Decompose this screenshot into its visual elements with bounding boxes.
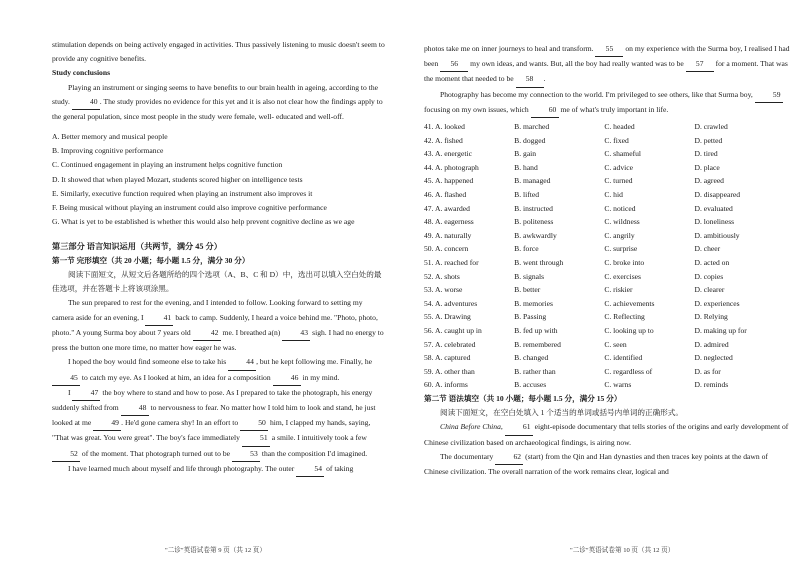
question-row bbox=[424, 338, 792, 352]
question-row bbox=[424, 174, 792, 188]
option-b[interactable]: B. politeness bbox=[514, 217, 554, 227]
option-c[interactable]: C. surprise bbox=[604, 244, 638, 254]
blank-48[interactable]: 48 bbox=[121, 401, 149, 416]
option-a[interactable]: 51. A. reached for bbox=[424, 257, 479, 267]
blank-51[interactable]: 51 bbox=[242, 431, 270, 446]
option-b[interactable]: B. managed bbox=[514, 176, 551, 186]
option-b[interactable]: B. memories bbox=[514, 298, 553, 308]
option-a[interactable]: 45. A. happened bbox=[424, 176, 474, 186]
blank-44[interactable]: 44 bbox=[228, 355, 256, 370]
blank-41[interactable]: 41 bbox=[145, 311, 173, 326]
option-c[interactable]: C. fixed bbox=[604, 135, 629, 145]
option-a[interactable]: 49. A. naturally bbox=[424, 230, 472, 240]
blank-56[interactable]: 56 bbox=[440, 57, 468, 72]
option-a[interactable]: 46. A. flashed bbox=[424, 189, 467, 199]
option-c[interactable]: C. Reflecting bbox=[604, 312, 645, 322]
blank-54[interactable]: 54 bbox=[296, 462, 324, 477]
option-a[interactable]: 52. A. shots bbox=[424, 271, 460, 281]
section2-title: 第二节 语法填空（共 10 小题；每小题 1.5 分，满分 15 分） bbox=[424, 393, 622, 403]
blank-60[interactable]: 60 bbox=[531, 103, 559, 118]
option-c[interactable]: C. turned bbox=[604, 176, 633, 186]
option-c[interactable]: C. shameful bbox=[604, 149, 642, 159]
option-a[interactable]: 57. A. celebrated bbox=[424, 339, 476, 349]
option-c[interactable]: C. regardless of bbox=[604, 366, 653, 376]
option-d[interactable]: D. reminds bbox=[694, 380, 729, 390]
question-row bbox=[424, 310, 792, 324]
blank-45[interactable]: 45 bbox=[52, 371, 80, 386]
question-row bbox=[424, 256, 792, 270]
option-d[interactable]: D. acted on bbox=[694, 257, 730, 267]
option-b[interactable]: B. rather than bbox=[514, 366, 556, 376]
option-a[interactable]: 60. A. informs bbox=[424, 380, 468, 390]
option-e: E. Similarly, executive function required when playing an instrument also improves it bbox=[52, 188, 313, 198]
cloze-paragraph-1: The sun prepared to rest for the evening, and I intended to follow. Looking forward to setting my camera aside for an evening, I 41 back to camp. Suddenly, I heard a voice behind me. "Photo, photo, photo." A young Surma boy about 7 years old 42 me. I breathed a(n) 43 sigh. I had no energy to press the button one more time, no matter how eager he was. bbox=[52, 298, 384, 353]
option-b[interactable]: B. marched bbox=[514, 122, 550, 132]
option-d[interactable]: D. petted bbox=[694, 135, 723, 145]
option-c[interactable]: C. headed bbox=[604, 122, 635, 132]
option-a[interactable]: 41. A. looked bbox=[424, 122, 465, 132]
question-row bbox=[424, 270, 792, 284]
option-c[interactable]: C. riskier bbox=[604, 285, 633, 295]
option-d[interactable]: D. place bbox=[694, 162, 720, 172]
option-b[interactable]: B. awkwardly bbox=[514, 230, 557, 240]
option-c[interactable]: C. advice bbox=[604, 162, 633, 172]
option-d[interactable]: D. evaluated bbox=[694, 203, 733, 213]
blank-47[interactable]: 47 bbox=[72, 386, 100, 401]
option-b[interactable]: B. hand bbox=[514, 162, 538, 172]
option-a[interactable]: 54. A. adventures bbox=[424, 298, 478, 308]
option-a[interactable]: 56. A. caught up in bbox=[424, 325, 482, 335]
option-b[interactable]: B. Passing bbox=[514, 312, 547, 322]
seven-choose-five-options bbox=[52, 130, 386, 229]
right-page bbox=[400, 0, 800, 566]
cloze-paragraph-6: Photography has become my connection to the world. I'm privileged to see others, like that Surma boy, 59 focusing on my own issues, which 60 me of what's truly important in life. bbox=[424, 88, 792, 118]
option-d[interactable]: D. experiences bbox=[694, 298, 740, 308]
blank-50[interactable]: 50 bbox=[240, 416, 268, 431]
question-row bbox=[424, 242, 792, 256]
question-row bbox=[424, 365, 792, 379]
grammar-paragraph-1: China Before China, 61 eight-episode documentary that tells stories of the origins and early development of Chinese civilization based on archaeological findings, is airing now. bbox=[424, 422, 789, 447]
option-c[interactable]: C. exercises bbox=[604, 271, 642, 281]
option-c[interactable]: C. achievements bbox=[604, 298, 655, 308]
option-c[interactable]: C. seen bbox=[604, 339, 627, 349]
option-b: B. Improving cognitive performance bbox=[52, 146, 164, 156]
study-conclusions-heading: Study conclusions bbox=[52, 68, 111, 78]
intro-paragraph: stimulation depends on being actively engaged in activities. Thus passively listening to music doesn't seem to provide any cognitive benefits. bbox=[52, 40, 385, 64]
option-c[interactable]: C. identified bbox=[604, 353, 643, 363]
page-footer-left: "二诊"英语试卷第 9 页（共 12 页） bbox=[165, 547, 266, 554]
option-b[interactable]: B. instructed bbox=[514, 203, 553, 213]
option-d[interactable]: D. making up for bbox=[694, 325, 747, 335]
option-c[interactable]: C. wildness bbox=[604, 217, 640, 227]
option-a[interactable]: 55. A. Drawing bbox=[424, 312, 471, 322]
part3-title: 第三部分 语言知识运用（共两节，满分 45 分） bbox=[52, 241, 222, 251]
option-a[interactable]: 42. A. fished bbox=[424, 135, 463, 145]
blank-57[interactable]: 57 bbox=[686, 57, 714, 72]
cloze-paragraph-5: photos take me on inner journeys to heal and transform. 55 on my experience with the Surma boy, I realised I had been 56 my own ideas, and wants. But, all the boy had really wanted was to be 57 for a moment. That was the moment that needed to be 58 . bbox=[424, 42, 792, 88]
option-b[interactable]: B. changed bbox=[514, 353, 549, 363]
option-f: F. Being musical without playing an instrument could also improve cognitive performance bbox=[52, 202, 327, 212]
blank-55[interactable]: 55 bbox=[595, 42, 623, 57]
blank-49[interactable]: 49 bbox=[93, 416, 121, 431]
question-row bbox=[424, 351, 792, 365]
page-footer-right: "二诊"英语试卷第 10 页（共 12 页） bbox=[570, 547, 675, 554]
option-d[interactable]: D. tired bbox=[694, 149, 718, 159]
blank-43[interactable]: 43 bbox=[282, 326, 310, 341]
option-d[interactable]: D. crawled bbox=[694, 122, 728, 132]
option-d[interactable]: D. admired bbox=[694, 339, 729, 349]
question-row bbox=[424, 378, 792, 392]
option-b[interactable]: B. remembered bbox=[514, 339, 561, 349]
blank-53[interactable]: 53 bbox=[232, 447, 260, 462]
section1-title: 第一节 完形填空（共 20 小题；每小题 1.5 分，满分 30 分） bbox=[52, 255, 250, 265]
blank-59[interactable]: 59 bbox=[755, 88, 783, 103]
question-row bbox=[424, 324, 792, 338]
cloze-paragraph-2: I hoped the boy would find someone else to take his 44 , but he kept following me. Finally, he 45 to catch my eye. As I looked at him, an idea for a composition 46 in my mind. bbox=[52, 355, 386, 385]
cloze-paragraph-4: I have learned much about myself and life through photography. The outer 54 of taking bbox=[52, 462, 386, 477]
question-row bbox=[424, 215, 792, 229]
option-b[interactable]: B. fed up with bbox=[514, 325, 558, 335]
option-a[interactable]: 43. A. energetic bbox=[424, 149, 472, 159]
question-row bbox=[424, 202, 792, 216]
option-c[interactable]: C. broke into bbox=[604, 257, 645, 267]
option-a[interactable]: 50. A. concern bbox=[424, 244, 469, 254]
option-c[interactable]: C. noticed bbox=[604, 203, 636, 213]
option-d[interactable]: D. Relying bbox=[694, 312, 728, 322]
option-b[interactable]: B. force bbox=[514, 244, 539, 254]
option-b[interactable]: B. better bbox=[514, 285, 541, 295]
option-a[interactable]: 47. A. awarded bbox=[424, 203, 470, 213]
question-row bbox=[424, 229, 792, 243]
option-a: A. Better memory and musical people bbox=[52, 132, 168, 142]
option-b[interactable]: B. gain bbox=[514, 149, 537, 159]
option-c: C. Continued engagement in playing an instrument helps cognitive function bbox=[52, 160, 283, 170]
question-row bbox=[424, 120, 792, 134]
question-row bbox=[424, 147, 792, 161]
blank-40[interactable]: 40 bbox=[72, 95, 100, 110]
question-row bbox=[424, 283, 792, 297]
option-a[interactable]: 59. A. other than bbox=[424, 366, 475, 376]
option-g: G. What is yet to be established is whether this would also help prevent cognitive decline as we age bbox=[52, 216, 355, 226]
option-d[interactable]: D. loneliness bbox=[694, 217, 735, 227]
option-b[interactable]: B. lifted bbox=[514, 189, 540, 199]
option-d[interactable]: D. ambitiously bbox=[694, 230, 740, 240]
question-row bbox=[424, 188, 792, 202]
study-paragraph: Playing an instrument or singing seems to have benefits to our brain health in ageing, according to the study. 40 . The study provides no evidence for this yet and it is also not clear how the findings apply to the general population, since most people in the study were female, well- educated and well-off. bbox=[52, 82, 383, 122]
blank-46[interactable]: 46 bbox=[273, 371, 301, 386]
blank-42[interactable]: 42 bbox=[193, 326, 221, 341]
option-b[interactable]: B. dogged bbox=[514, 135, 546, 145]
option-d[interactable]: D. neglected bbox=[694, 353, 733, 363]
option-c[interactable]: C. warns bbox=[604, 380, 632, 390]
blank-62[interactable]: 62 bbox=[495, 450, 523, 465]
option-c[interactable]: C. angrily bbox=[604, 230, 635, 240]
option-c[interactable]: C. hid bbox=[604, 189, 623, 199]
option-d[interactable]: D. agreed bbox=[694, 176, 724, 186]
option-d[interactable]: D. copies bbox=[694, 271, 724, 281]
option-a[interactable]: 48. A. eagerness bbox=[424, 217, 474, 227]
option-b[interactable]: B. signals bbox=[514, 271, 545, 281]
option-b[interactable]: B. went through bbox=[514, 257, 564, 267]
section1-instructions: 阅读下面短文，从短文后各题所给的四个选项（A、B、C 和 D）中，选出可以填入空白处的最佳选项，并在答题卡上将该项涂黑。 bbox=[52, 270, 382, 294]
option-d: D. It showed that when played Mozart, students scored higher on intelligence tests bbox=[52, 174, 303, 184]
option-c[interactable]: C. looking up to bbox=[604, 325, 654, 335]
option-a[interactable]: 53. A. worse bbox=[424, 285, 463, 295]
option-d[interactable]: D. clearer bbox=[694, 285, 725, 295]
option-a[interactable]: 58. A. captured bbox=[424, 353, 471, 363]
option-a[interactable]: 44. A. photograph bbox=[424, 162, 479, 172]
option-d[interactable]: D. as for bbox=[694, 366, 721, 376]
option-d[interactable]: D. cheer bbox=[694, 244, 721, 254]
blank-61[interactable]: 61 bbox=[505, 420, 533, 435]
cloze-paragraph-3: I 47 the boy where to stand and how to pose. As I prepared to take the photograph, his energy suddenly shifted from 48 to nervousness to fear. No matter how I told him to look and stand, he just looked at me 49 . He'd gone camera shy! In an effort to 50 him, I clapped my hands, saying, "That was great. You were great". The boy's face immediately 51 a smile. I intuitively took a few 52 of the moment. That photograph turned out to be 53 than the composition I'd imagined. bbox=[52, 386, 386, 462]
blank-58[interactable]: 58 bbox=[516, 72, 544, 87]
question-row bbox=[424, 134, 792, 148]
question-row bbox=[424, 297, 792, 311]
section2-instructions: 阅读下面短文，在空白处填入 1 个适当的单词或括号内单词的正确形式。 bbox=[440, 408, 683, 418]
grammar-paragraph-2: The documentary 62 (start) from the Qin and Han dynasties and then traces key points at the dawn of Chinese civilization. The overall narration of the work remains clear, logical and bbox=[424, 451, 768, 476]
option-b[interactable]: B. accuses bbox=[514, 380, 547, 390]
option-d[interactable]: D. disappeared bbox=[694, 189, 741, 199]
question-row bbox=[424, 161, 792, 175]
cloze-question-list bbox=[424, 120, 792, 392]
blank-52[interactable]: 52 bbox=[52, 447, 80, 462]
